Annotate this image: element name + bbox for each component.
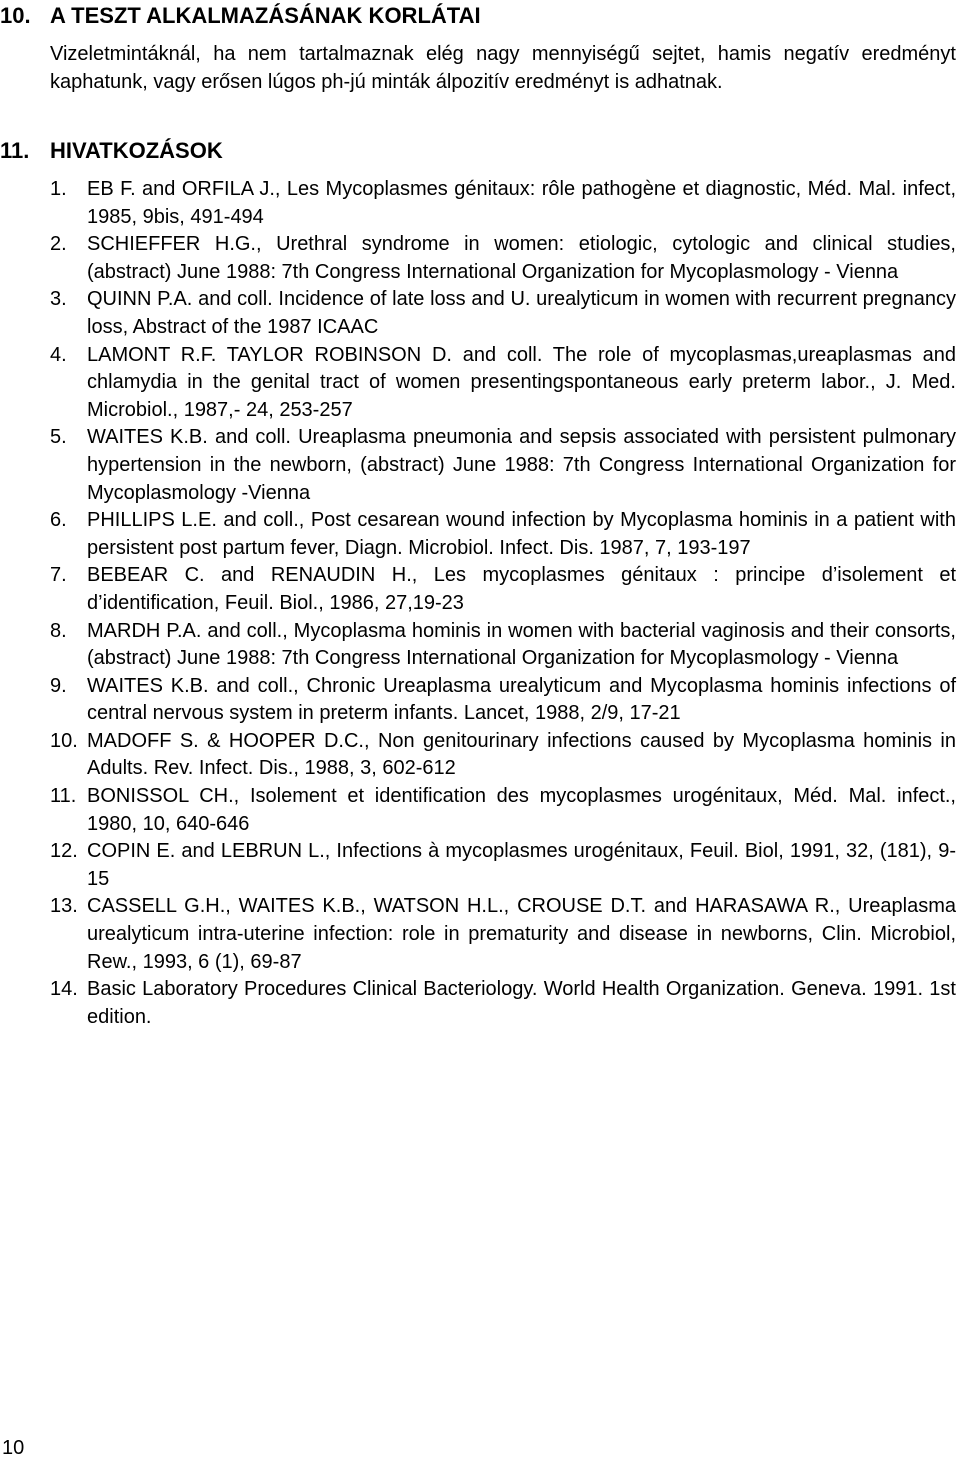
reference-item <box>50 507 956 562</box>
reference-number: 6. <box>50 509 67 532</box>
reference-text: WAITES K.B. and coll., Chronic Ureaplasma urealyticum and Mycoplasma hominis infections of central nervous system in preterm infants. Lancet, 1988, 2/9, 17-21 <box>87 674 956 725</box>
reference-item <box>50 176 956 231</box>
reference-text: LAMONT R.F. TAYLOR ROBINSON D. and coll. The role of mycoplasmas,ureaplasmas and chlamydia in the genital tract of women presentingspontaneous early preterm labor., J. Med. Microbiol., 1987,- 24, 253-257 <box>87 343 956 421</box>
reference-text: SCHIEFFER H.G., Urethral syndrome in women: etiologic, cytologic and clinical studies, (abstract) June 1988: 7th Congress International Organization for Mycoplasmology - Vienna <box>87 233 956 283</box>
reference-text: BEBEAR C. and RENAUDIN H., Les mycoplasmes génitaux : principe d’isolement et d’identification, Feuil. Biol., 1986, 27,19-23 <box>87 564 956 614</box>
section-11-heading <box>0 137 223 165</box>
reference-item <box>50 976 956 1031</box>
reference-number: 9. <box>50 674 67 697</box>
section-11-title: HIVATKOZÁSOK <box>50 138 223 163</box>
reference-number: 11. <box>50 785 77 808</box>
reference-text: QUINN P.A. and coll. Incidence of late loss and U. urealyticum in women with recurrent pregnancy loss, Abstract of the 1987 ICAAC <box>87 288 956 338</box>
reference-number: 2. <box>50 233 67 256</box>
reference-item <box>50 893 956 976</box>
reference-text: CASSELL G.H., WAITES K.B., WATSON H.L., CROUSE D.T. and HARASAWA R., Ureaplasma urealyticum intra-uterine infection: role in prematurity and disease in newborns, Clin. Microbiol, Rew., 1993, 6 (1), 69-87 <box>87 895 956 973</box>
reference-text: WAITES K.B. and coll. Ureaplasma pneumonia and sepsis associated with persistent pulmonary hypertension in the newborn, (abstract) June 1988: 7th Congress International Organization for Mycoplasmology -Vienna <box>87 426 956 504</box>
reference-item <box>50 424 956 507</box>
page-number: 10 <box>2 1437 25 1459</box>
reference-text: Basic Laboratory Procedures Clinical Bacteriology. World Health Organization. Geneva. 1991. 1st edition. <box>87 978 956 1028</box>
reference-item <box>50 838 956 893</box>
reference-item <box>50 728 956 783</box>
reference-item <box>50 618 956 673</box>
reference-item <box>50 286 956 341</box>
section-10-title: A TESZT ALKALMAZÁSÁNAK KORLÁTAI <box>50 3 481 28</box>
reference-item <box>50 562 956 617</box>
limitations-paragraph: Vizeletmintáknál, ha nem tartalmaznak elég nagy mennyiségű sejtet, hamis negatív eredményt kaphatunk, vagy erősen lúgos ph-jú minták álpozitív eredményt is adhatnak. <box>50 43 956 93</box>
reference-item <box>50 673 956 728</box>
section-10-heading <box>0 2 481 30</box>
reference-number: 8. <box>50 619 67 642</box>
reference-text: EB F. and ORFILA J., Les Mycoplasmes génitaux: rôle pathogène et diagnostic, Méd. Mal. infect, 1985, 9bis, 491-494 <box>87 178 956 228</box>
reference-number: 1. <box>50 178 67 200</box>
reference-text: COPIN E. and LEBRUN L., Infections à mycoplasmes urogénitaux, Feuil. Biol, 1991, 32, (181), 9-15 <box>87 840 956 890</box>
reference-number: 13. <box>50 895 78 918</box>
section-11-number: 11. <box>0 138 30 163</box>
section-10-number: 10. <box>0 3 31 28</box>
reference-number: 12. <box>50 840 78 863</box>
reference-number: 4. <box>50 343 67 366</box>
reference-item <box>50 231 956 286</box>
reference-number: 3. <box>50 288 67 311</box>
reference-text: MADOFF S. & HOOPER D.C., Non genitourinary infections caused by Mycoplasma hominis in Adults. Rev. Infect. Dis., 1988, 3, 602-612 <box>87 729 956 780</box>
reference-text: BONISSOL CH., Isolement et identification des mycoplasmes urogénitaux, Méd. Mal. infect., 1980, 10, 640-646 <box>87 785 956 835</box>
reference-number: 14. <box>50 978 78 1001</box>
reference-number: 5. <box>50 426 67 449</box>
reference-item <box>50 342 956 425</box>
reference-number: 7. <box>50 564 67 587</box>
reference-number: 10. <box>50 729 78 752</box>
reference-text: PHILLIPS L.E. and coll., Post cesarean wound infection by Mycoplasma hominis in a patient with persistent post partum fever, Diagn. Microbiol. Infect. Dis. 1987, 7, 193-197 <box>87 509 956 559</box>
reference-item <box>50 783 956 838</box>
reference-text: MARDH P.A. and coll., Mycoplasma hominis in women with bacterial vaginosis and their consorts, (abstract) June 1988: 7th Congress International Organization for Mycoplasmology - Vienna <box>87 619 956 670</box>
reference-list <box>50 176 956 1031</box>
